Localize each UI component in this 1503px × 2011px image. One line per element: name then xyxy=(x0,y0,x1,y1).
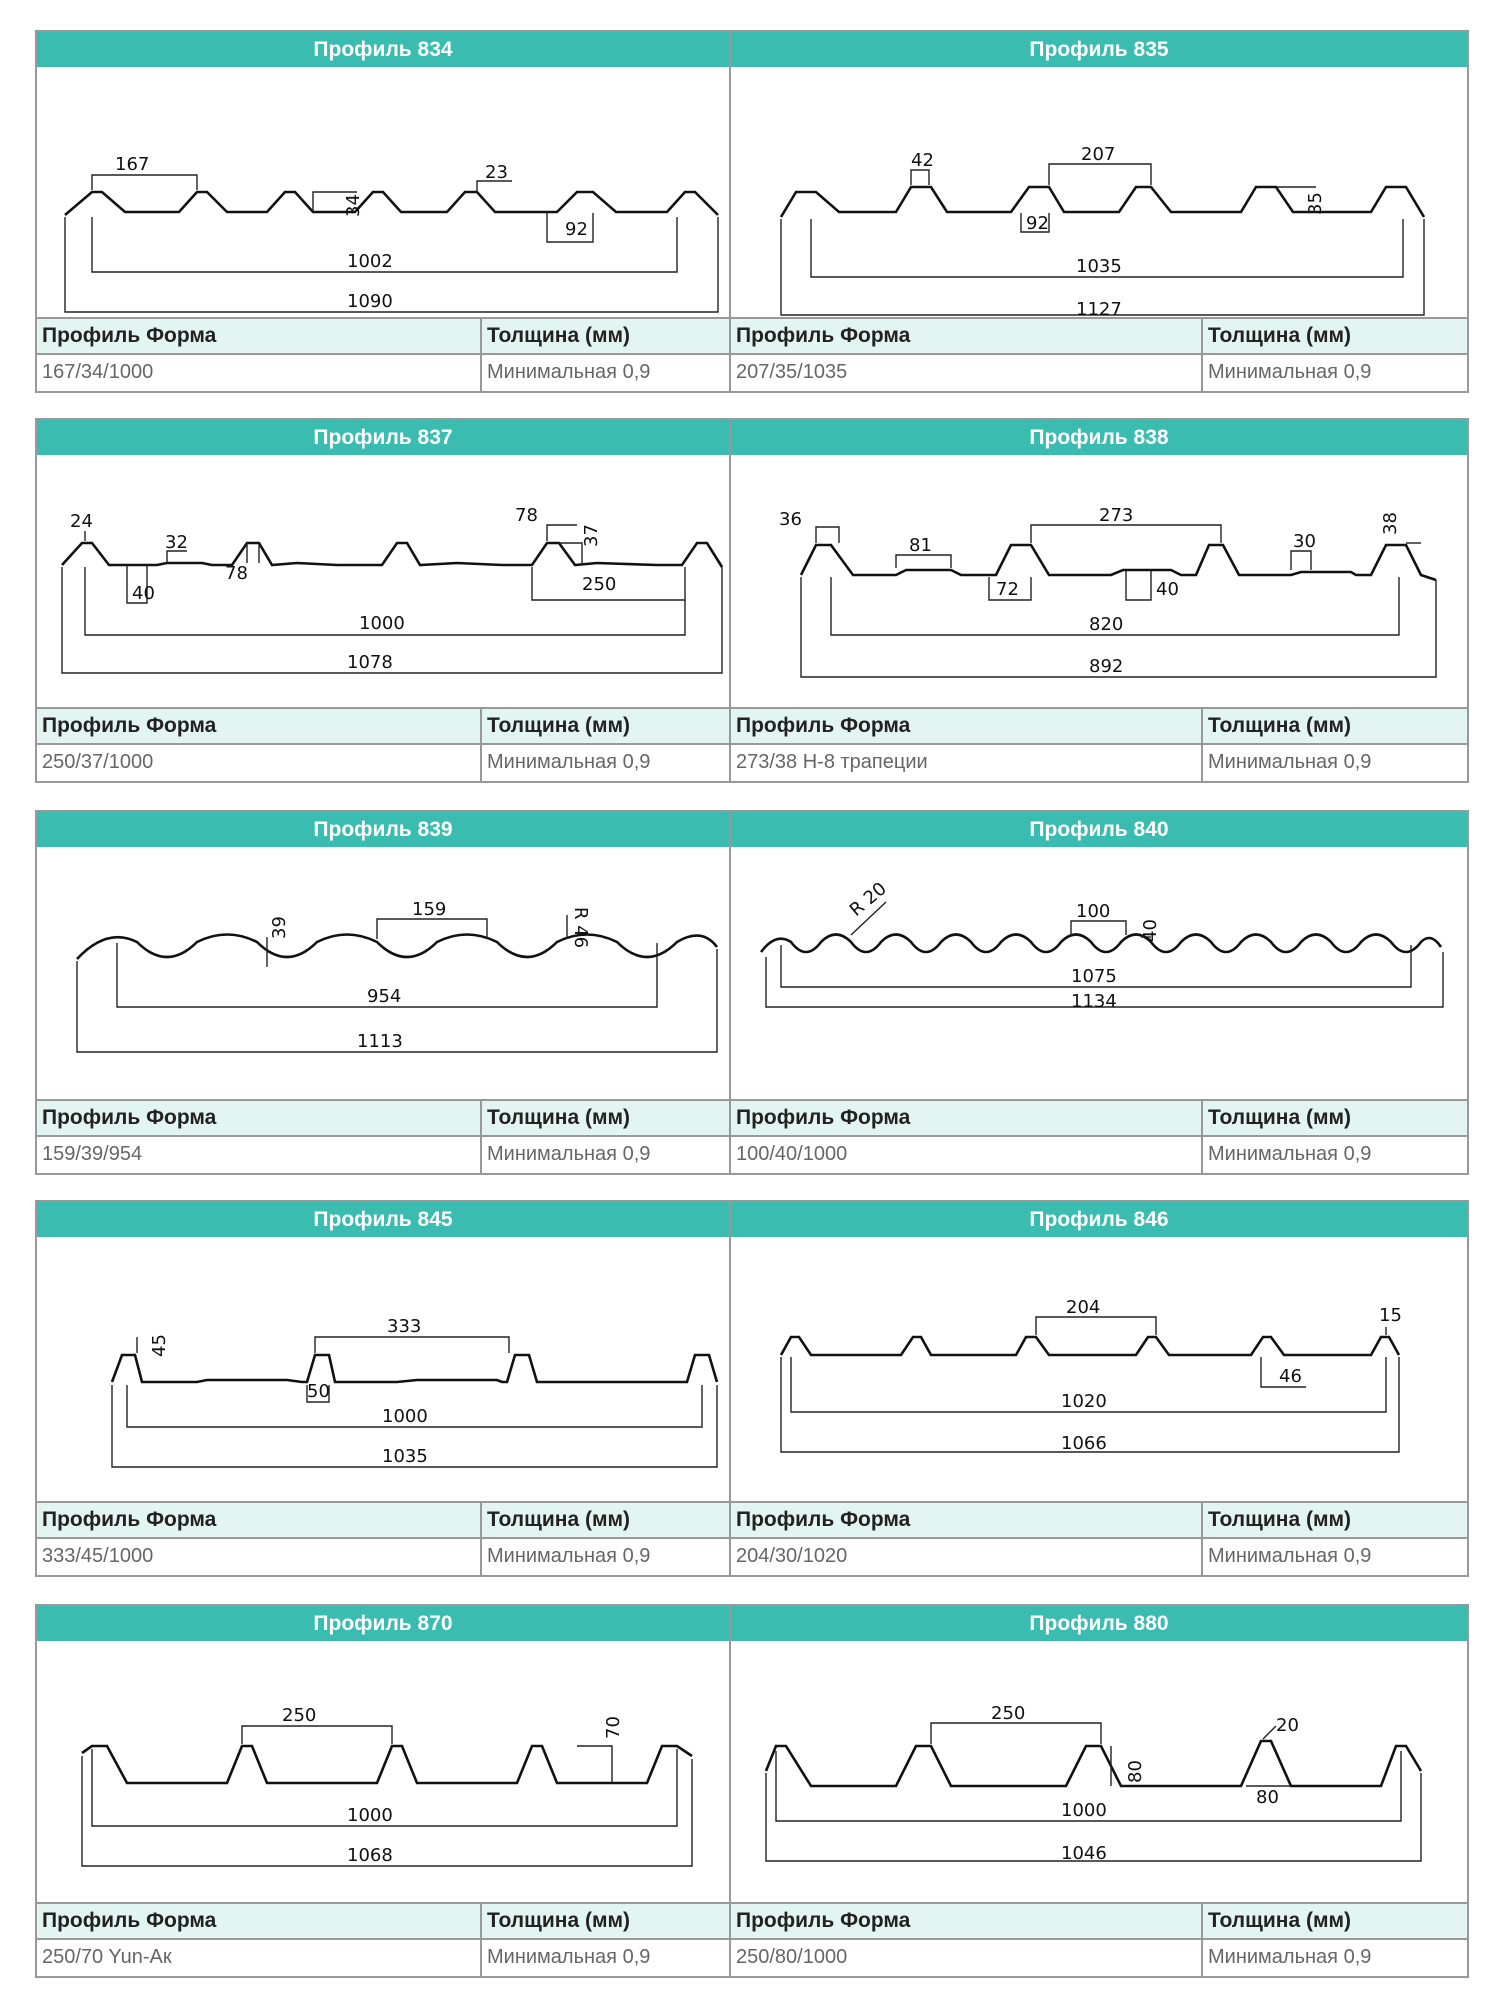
svg-text:1000: 1000 xyxy=(359,613,405,634)
svg-text:R 20: R 20 xyxy=(845,878,891,921)
svg-text:1078: 1078 xyxy=(347,652,393,673)
form-value: 250/37/1000 xyxy=(42,751,154,773)
svg-text:1090: 1090 xyxy=(347,291,393,312)
thickness-value: Минимальная 0,9 xyxy=(1208,1946,1372,1968)
thickness-value: Минимальная 0,9 xyxy=(487,1946,651,1968)
form-label: Профиль Форма xyxy=(37,319,480,353)
svg-text:50: 50 xyxy=(307,1381,330,1402)
thickness-value: Минимальная 0,9 xyxy=(487,361,651,383)
profile-title: Профиль 839 xyxy=(37,812,729,847)
svg-text:38: 38 xyxy=(1380,512,1401,535)
form-value: 159/39/954 xyxy=(42,1143,143,1165)
svg-text:204: 204 xyxy=(1066,1297,1101,1318)
thickness-value: Минимальная 0,9 xyxy=(487,1143,651,1165)
svg-text:250: 250 xyxy=(282,1705,317,1726)
form-value: 167/34/1000 xyxy=(42,361,154,383)
svg-text:70: 70 xyxy=(603,1716,624,1739)
profile-title: Профиль 835 xyxy=(731,32,1467,67)
svg-text:R 46: R 46 xyxy=(570,907,591,949)
profile-title: Профиль 870 xyxy=(37,1606,729,1641)
thickness-label: Толщина (мм) xyxy=(482,1503,729,1537)
profile-title: Профиль 840 xyxy=(731,812,1467,847)
svg-text:1134: 1134 xyxy=(1071,991,1117,1012)
svg-text:250: 250 xyxy=(991,1703,1026,1724)
thickness-label: Толщина (мм) xyxy=(482,1101,729,1135)
form-label: Профиль Форма xyxy=(37,709,480,743)
profile-drawing xyxy=(731,67,1467,317)
profile-drawing xyxy=(37,67,729,317)
thickness-label: Толщина (мм) xyxy=(482,319,729,353)
svg-text:45: 45 xyxy=(149,1334,170,1357)
thickness-label: Толщина (мм) xyxy=(1203,319,1467,353)
thickness-label: Толщина (мм) xyxy=(1203,1101,1467,1135)
svg-text:1066: 1066 xyxy=(1061,1433,1107,1454)
thickness-label: Толщина (мм) xyxy=(1203,1904,1467,1938)
svg-text:35: 35 xyxy=(1305,192,1326,215)
thickness-label: Толщина (мм) xyxy=(482,1904,729,1938)
profile-title: Профиль 880 xyxy=(731,1606,1467,1641)
profile-drawing xyxy=(731,455,1467,707)
svg-text:1000: 1000 xyxy=(1061,1800,1107,1821)
profile-title: Профиль 834 xyxy=(37,32,729,67)
svg-text:78: 78 xyxy=(225,563,248,584)
form-value: 100/40/1000 xyxy=(736,1143,848,1165)
profile-row-3 xyxy=(35,810,1469,1175)
form-label: Профиль Форма xyxy=(731,1503,1201,1537)
svg-text:333: 333 xyxy=(387,1316,422,1337)
thickness-value: Минимальная 0,9 xyxy=(1208,361,1372,383)
form-value: 333/45/1000 xyxy=(42,1545,154,1567)
svg-text:1020: 1020 xyxy=(1061,1391,1107,1412)
svg-text:1127: 1127 xyxy=(1076,299,1122,317)
svg-text:1113: 1113 xyxy=(357,1031,403,1052)
profile-row-1 xyxy=(35,30,1469,393)
form-label: Профиль Форма xyxy=(731,1101,1201,1135)
svg-text:30: 30 xyxy=(1293,531,1316,552)
form-value: 250/70 Yun-Ак xyxy=(42,1946,172,1968)
profile-drawing xyxy=(37,1237,729,1501)
svg-text:954: 954 xyxy=(367,986,402,1007)
profile-title: Профиль 845 xyxy=(37,1202,729,1237)
svg-text:92: 92 xyxy=(1026,213,1049,234)
thickness-value: Минимальная 0,9 xyxy=(1208,1143,1372,1165)
svg-text:273: 273 xyxy=(1099,505,1134,526)
profile-drawing xyxy=(37,455,729,707)
svg-text:40: 40 xyxy=(132,583,155,604)
profile-drawing xyxy=(731,847,1467,1099)
svg-text:100: 100 xyxy=(1076,901,1111,922)
svg-text:250: 250 xyxy=(582,574,617,595)
form-value: 273/38 Н-8 трапеции xyxy=(736,751,928,773)
form-label: Профиль Форма xyxy=(731,709,1201,743)
thickness-label: Толщина (мм) xyxy=(482,709,729,743)
profile-drawing xyxy=(731,1641,1467,1902)
svg-text:1000: 1000 xyxy=(347,1805,393,1826)
form-value: 204/30/1020 xyxy=(736,1545,848,1567)
svg-text:23: 23 xyxy=(485,162,508,183)
svg-text:1068: 1068 xyxy=(347,1845,393,1866)
svg-text:40: 40 xyxy=(1156,579,1179,600)
form-label: Профиль Форма xyxy=(731,319,1201,353)
profile-title: Профиль 846 xyxy=(731,1202,1467,1237)
svg-text:80: 80 xyxy=(1256,1787,1279,1808)
svg-text:34: 34 xyxy=(343,194,364,217)
thickness-value: Минимальная 0,9 xyxy=(487,1545,651,1567)
svg-text:24: 24 xyxy=(70,511,93,532)
svg-text:80: 80 xyxy=(1125,1760,1146,1783)
svg-text:92: 92 xyxy=(565,219,588,240)
svg-text:167: 167 xyxy=(115,154,150,175)
thickness-value: Минимальная 0,9 xyxy=(1208,1545,1372,1567)
svg-text:207: 207 xyxy=(1081,144,1116,165)
svg-text:72: 72 xyxy=(996,579,1019,600)
profile-row-5 xyxy=(35,1604,1469,1978)
form-label: Профиль Форма xyxy=(731,1904,1201,1938)
svg-text:81: 81 xyxy=(909,535,932,556)
form-label: Профиль Форма xyxy=(37,1904,480,1938)
thickness-label: Толщина (мм) xyxy=(1203,709,1467,743)
form-label: Профиль Форма xyxy=(37,1101,480,1135)
form-value: 207/35/1035 xyxy=(736,361,848,383)
svg-text:1002: 1002 xyxy=(347,251,393,272)
svg-text:32: 32 xyxy=(165,532,188,553)
svg-text:820: 820 xyxy=(1089,614,1124,635)
profile-drawing xyxy=(37,847,729,1099)
profile-row-4 xyxy=(35,1200,1469,1577)
profile-title: Профиль 838 xyxy=(731,420,1467,455)
svg-text:1046: 1046 xyxy=(1061,1843,1107,1864)
thickness-label: Толщина (мм) xyxy=(1203,1503,1467,1537)
svg-text:78: 78 xyxy=(515,505,538,526)
svg-text:42: 42 xyxy=(911,150,934,171)
thickness-value: Минимальная 0,9 xyxy=(1208,751,1372,773)
profile-title: Профиль 837 xyxy=(37,420,729,455)
svg-text:1035: 1035 xyxy=(382,1446,428,1467)
profile-row-2 xyxy=(35,418,1469,783)
svg-text:40: 40 xyxy=(1140,919,1161,942)
svg-text:15: 15 xyxy=(1379,1305,1402,1326)
svg-text:39: 39 xyxy=(269,916,290,939)
svg-text:20: 20 xyxy=(1276,1715,1299,1736)
profile-drawing xyxy=(731,1237,1467,1501)
svg-text:1075: 1075 xyxy=(1071,966,1117,987)
svg-text:1035: 1035 xyxy=(1076,256,1122,277)
form-label: Профиль Форма xyxy=(37,1503,480,1537)
form-value: 250/80/1000 xyxy=(736,1946,848,1968)
svg-text:892: 892 xyxy=(1089,656,1124,677)
thickness-value: Минимальная 0,9 xyxy=(487,751,651,773)
svg-text:37: 37 xyxy=(581,524,602,547)
svg-text:1000: 1000 xyxy=(382,1406,428,1427)
svg-text:36: 36 xyxy=(779,509,802,530)
svg-text:46: 46 xyxy=(1279,1366,1302,1387)
svg-text:159: 159 xyxy=(412,899,447,920)
profile-drawing xyxy=(37,1641,729,1902)
